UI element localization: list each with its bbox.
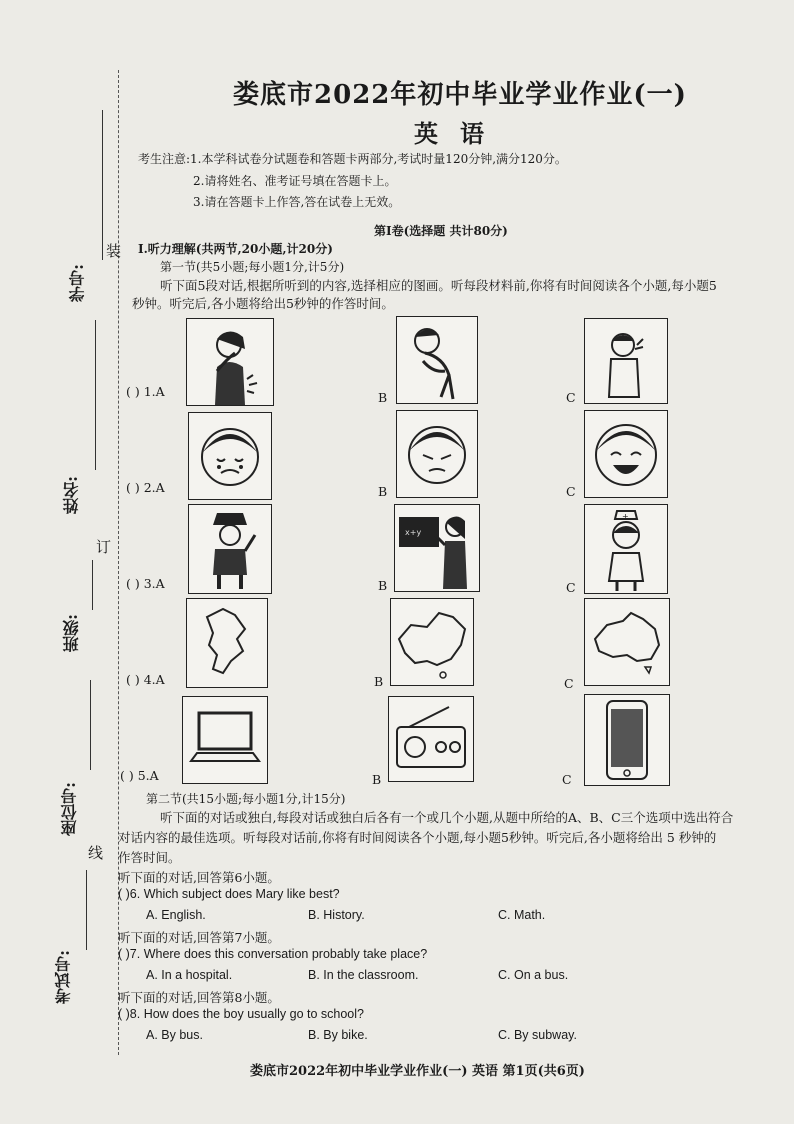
binding-line bbox=[118, 70, 119, 1055]
section1-instructions-2: 秒钟。听完后,各小题将给出5秒钟的作答时间。 bbox=[132, 296, 394, 311]
q8-stem: ( )8. How does the boy usually go to school? bbox=[118, 1007, 364, 1021]
q7-stem: ( )7. Where does this conversation probably take place? bbox=[118, 947, 428, 961]
q6-intro: 听下面的对话,回答第6小题。 bbox=[118, 870, 280, 885]
question-4-label: ( ) 4.A bbox=[126, 672, 165, 687]
binding-char-xian: 线 bbox=[88, 844, 104, 862]
q8-option-b: B. By bike. bbox=[308, 1028, 368, 1042]
binding-char-zhuang: 装 bbox=[106, 242, 122, 260]
q7-option-b: B. In the classroom. bbox=[308, 968, 419, 982]
section2-instructions-3: 作答时间。 bbox=[118, 850, 181, 865]
subject-title: 英语 bbox=[414, 119, 506, 148]
svg-text:+: + bbox=[622, 512, 629, 521]
picture-3a-police-officer bbox=[188, 504, 272, 594]
question-4-c: C bbox=[564, 676, 574, 691]
picture-5c-smartphone bbox=[584, 694, 670, 786]
q8-option-c: C. By subway. bbox=[498, 1028, 577, 1042]
picture-1b-stomachache bbox=[396, 316, 478, 404]
section2-instructions-2: 对话内容的最佳选项。听每段对话前,你将有时间阅读各个小题,每小题5秒钟。听完后,各小题将给出 5 秒钟的 bbox=[118, 830, 717, 845]
question-1-b: B bbox=[378, 390, 388, 405]
question-3-c: C bbox=[566, 580, 576, 595]
exam-title: 娄底市2022年初中毕业学业作业(一) bbox=[233, 80, 687, 110]
q8-option-a: A. By bus. bbox=[146, 1028, 203, 1042]
label-exam-number: 考试号: bbox=[54, 950, 73, 1004]
name-line bbox=[95, 320, 96, 470]
question-2-b: B bbox=[378, 484, 388, 499]
picture-4a-map-outline bbox=[186, 598, 268, 688]
note-1: 考生注意:1.本学科试卷分试题卷和答题卡两部分,考试时量120分钟,满分120分。 bbox=[138, 152, 567, 166]
question-5-label: ( ) 5.A bbox=[120, 768, 159, 783]
q6-option-a: A. English. bbox=[146, 908, 206, 922]
part1-title: Ⅰ.听力理解(共两节,20小题,计20分) bbox=[138, 242, 333, 256]
q6-stem: ( )6. Which subject does Mary like best? bbox=[118, 887, 340, 901]
question-1-label: ( ) 1.A bbox=[126, 384, 165, 399]
label-seat-number: 座位号: bbox=[60, 782, 79, 836]
picture-3c-nurse bbox=[584, 504, 668, 594]
picture-1a-woman-coughing bbox=[186, 318, 274, 406]
question-5-c: C bbox=[562, 772, 572, 787]
question-3-b: B bbox=[378, 578, 388, 593]
section1-title: 第一节(共5小题;每小题1分,计5分) bbox=[160, 260, 345, 274]
picture-5a-laptop bbox=[182, 696, 268, 784]
question-2-c: C bbox=[566, 484, 576, 499]
question-3-label: ( ) 3.A bbox=[126, 576, 165, 591]
q7-option-c: C. On a bus. bbox=[498, 968, 569, 982]
section1-instructions-1: 听下面5段对话,根据所听到的内容,选择相应的图画。听每段材料前,你将有时间阅读各个小题,每小题5 bbox=[160, 278, 717, 293]
picture-5b-radio bbox=[388, 696, 474, 782]
q6-option-b: B. History. bbox=[308, 908, 365, 922]
question-4-b: B bbox=[374, 674, 384, 689]
picture-4c-map-australia bbox=[584, 598, 670, 686]
note-3: 3.请在答题卡上作答,答在试卷上无效。 bbox=[193, 195, 401, 209]
label-class: 班级: bbox=[62, 614, 81, 652]
q8-intro: 听下面的对话,回答第8小题。 bbox=[118, 990, 280, 1005]
picture-2b-angry-face bbox=[396, 410, 478, 498]
question-5-b: B bbox=[372, 772, 382, 787]
page-footer: 娄底市2022年初中毕业学业作业(一) 英语 第1页(共6页) bbox=[250, 1064, 585, 1079]
q6-option-c: C. Math. bbox=[498, 908, 546, 922]
picture-4b-map-china bbox=[390, 598, 474, 686]
label-name: 姓名: bbox=[62, 476, 81, 514]
picture-1c-toothache bbox=[584, 318, 668, 404]
question-1-c: C bbox=[566, 390, 576, 405]
class-line bbox=[92, 560, 93, 610]
label-student-id: 学号: bbox=[68, 264, 87, 302]
note-2: 2.请将姓名、准考证号填在答题卡上。 bbox=[193, 174, 397, 188]
picture-2c-laughing-face bbox=[584, 410, 668, 498]
binding-char-ding: 订 bbox=[96, 538, 112, 556]
picture-2a-crying-face bbox=[188, 412, 272, 500]
question-2-label: ( ) 2.A bbox=[126, 480, 165, 495]
section2-instructions-1: 听下面的对话或独白,每段对话或独白后各有一个或几个小题,从题中所给的A、B、C三个选项中选出符合 bbox=[160, 810, 734, 825]
q7-intro: 听下面的对话,回答第7小题。 bbox=[118, 930, 280, 945]
picture-3b-teacher bbox=[394, 504, 480, 592]
student-id-line bbox=[102, 110, 103, 260]
volume-heading: 第Ⅰ卷(选择题 共计80分) bbox=[374, 224, 508, 238]
section2-title: 第二节(共15小题;每小题1分,计15分) bbox=[146, 792, 346, 806]
svg-text:x+y: x+y bbox=[405, 528, 422, 537]
exam-number-line bbox=[86, 870, 87, 950]
q7-option-a: A. In a hospital. bbox=[146, 968, 233, 982]
seat-line bbox=[90, 680, 91, 770]
